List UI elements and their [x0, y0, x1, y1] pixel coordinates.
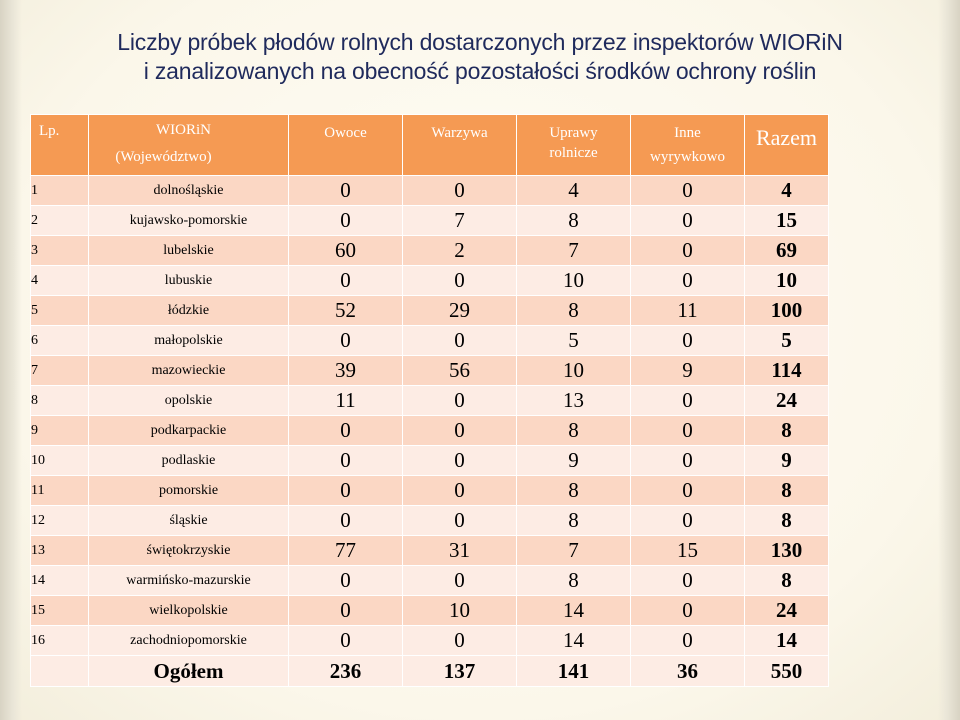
cell-lp: 9: [31, 416, 89, 446]
cell-owoce: 77: [289, 536, 403, 566]
cell-uprawy: 7: [517, 236, 631, 266]
table-row: [31, 206, 829, 236]
cell-owoce: 39: [289, 356, 403, 386]
cell-owoce: 0: [289, 476, 403, 506]
cell-wojewodztwo: kujawsko-pomorskie: [89, 206, 289, 236]
cell-lp: 5: [31, 296, 89, 326]
cell-uprawy: 8: [517, 506, 631, 536]
cell-lp: 13: [31, 536, 89, 566]
table-row: [31, 566, 829, 596]
cell-inne: 0: [631, 506, 745, 536]
table-row: [31, 596, 829, 626]
cell-inne: 15: [631, 536, 745, 566]
slide-title: [60, 28, 900, 86]
cell-owoce: 0: [289, 266, 403, 296]
cell-uprawy: 5: [517, 326, 631, 356]
cell-inne: 11: [631, 296, 745, 326]
cell-owoce: 0: [289, 206, 403, 236]
title-line-2: i zanalizowanych na obecność pozostałości środków ochrony roślin: [143, 58, 817, 84]
header-uprawy-line2: rolnicze: [549, 145, 598, 161]
cell-wojewodztwo: lubuskie: [89, 266, 289, 296]
total-inne: 36: [631, 656, 745, 687]
header-inne: [631, 115, 745, 176]
cell-wojewodztwo: świętokrzyskie: [89, 536, 289, 566]
cell-inne: 0: [631, 266, 745, 296]
cell-wojewodztwo: opolskie: [89, 386, 289, 416]
slide-border-right: [938, 0, 960, 720]
cell-wojewodztwo: dolnośląskie: [89, 176, 289, 206]
total-label: Ogółem: [89, 656, 289, 687]
samples-table: [30, 114, 829, 687]
cell-wojewodztwo: pomorskie: [89, 476, 289, 506]
title-line-1: Liczby próbek płodów rolnych dostarczonych przez inspektorów WIORiN: [117, 29, 843, 55]
cell-owoce: 0: [289, 416, 403, 446]
cell-warzywa: 0: [403, 176, 517, 206]
cell-warzywa: 7: [403, 206, 517, 236]
cell-warzywa: 29: [403, 296, 517, 326]
cell-lp: 3: [31, 236, 89, 266]
header-inne-line2: wyrywkowo: [650, 149, 725, 165]
cell-inne: 0: [631, 236, 745, 266]
header-uprawy-line1: Uprawy: [549, 125, 598, 141]
cell-wojewodztwo: śląskie: [89, 506, 289, 536]
cell-uprawy: 13: [517, 386, 631, 416]
cell-lp: 2: [31, 206, 89, 236]
header-owoce: Owoce: [289, 115, 403, 176]
cell-owoce: 60: [289, 236, 403, 266]
cell-inne: 9: [631, 356, 745, 386]
cell-warzywa: 0: [403, 386, 517, 416]
cell-wojewodztwo: wielkopolskie: [89, 596, 289, 626]
total-uprawy: 141: [517, 656, 631, 687]
table-row: [31, 176, 829, 206]
cell-uprawy: 8: [517, 416, 631, 446]
cell-razem: 8: [745, 416, 829, 446]
table-row: [31, 446, 829, 476]
cell-uprawy: 10: [517, 266, 631, 296]
cell-razem: 8: [745, 476, 829, 506]
cell-inne: 0: [631, 206, 745, 236]
total-razem: 550: [745, 656, 829, 687]
cell-uprawy: 8: [517, 296, 631, 326]
cell-razem: 100: [745, 296, 829, 326]
cell-lp: 4: [31, 266, 89, 296]
cell-owoce: 0: [289, 596, 403, 626]
cell-inne: 0: [631, 476, 745, 506]
cell-inne: 0: [631, 326, 745, 356]
cell-lp: 15: [31, 596, 89, 626]
header-warzywa: Warzywa: [403, 115, 517, 176]
table-row: [31, 626, 829, 656]
cell-wojewodztwo: małopolskie: [89, 326, 289, 356]
cell-uprawy: 8: [517, 476, 631, 506]
header-wojewodztwo-label: (Województwo): [115, 149, 212, 165]
cell-inne: 0: [631, 416, 745, 446]
cell-inne: 0: [631, 566, 745, 596]
header-lp: Lp.: [31, 115, 89, 176]
cell-inne: 0: [631, 386, 745, 416]
cell-wojewodztwo: warmińsko-mazurskie: [89, 566, 289, 596]
cell-uprawy: 7: [517, 536, 631, 566]
cell-uprawy: 14: [517, 626, 631, 656]
cell-razem: 69: [745, 236, 829, 266]
cell-warzywa: 10: [403, 596, 517, 626]
cell-razem: 130: [745, 536, 829, 566]
cell-warzywa: 0: [403, 476, 517, 506]
cell-owoce: 0: [289, 326, 403, 356]
cell-lp: 11: [31, 476, 89, 506]
cell-uprawy: 9: [517, 446, 631, 476]
slide-border-left: [0, 0, 22, 720]
table-row: [31, 536, 829, 566]
cell-razem: 9: [745, 446, 829, 476]
cell-wojewodztwo: podkarpackie: [89, 416, 289, 446]
cell-lp: 12: [31, 506, 89, 536]
cell-inne: 0: [631, 596, 745, 626]
cell-lp: 10: [31, 446, 89, 476]
cell-inne: 0: [631, 446, 745, 476]
header-uprawy: [517, 115, 631, 176]
cell-wojewodztwo: łódzkie: [89, 296, 289, 326]
cell-warzywa: 2: [403, 236, 517, 266]
cell-uprawy: 4: [517, 176, 631, 206]
cell-inne: 0: [631, 176, 745, 206]
cell-lp: 1: [31, 176, 89, 206]
table-row: [31, 416, 829, 446]
cell-warzywa: 0: [403, 326, 517, 356]
cell-razem: 24: [745, 596, 829, 626]
cell-razem: 15: [745, 206, 829, 236]
cell-razem: 8: [745, 506, 829, 536]
table-row: [31, 236, 829, 266]
cell-lp: 7: [31, 356, 89, 386]
cell-owoce: 0: [289, 626, 403, 656]
header-wiorin: [89, 115, 289, 176]
cell-lp: 14: [31, 566, 89, 596]
table-row: [31, 296, 829, 326]
cell-owoce: 0: [289, 176, 403, 206]
table-row: [31, 476, 829, 506]
cell-warzywa: 0: [403, 626, 517, 656]
header-inne-line1: Inne: [674, 125, 701, 141]
cell-owoce: 0: [289, 566, 403, 596]
cell-wojewodztwo: zachodniopomorskie: [89, 626, 289, 656]
cell-razem: 14: [745, 626, 829, 656]
cell-uprawy: 8: [517, 566, 631, 596]
total-row-blank: [31, 656, 89, 687]
cell-wojewodztwo: lubelskie: [89, 236, 289, 266]
cell-wojewodztwo: podlaskie: [89, 446, 289, 476]
table-body: [31, 176, 829, 687]
cell-lp: 8: [31, 386, 89, 416]
header-wiorin-label: WIORiN: [156, 122, 211, 138]
cell-razem: 4: [745, 176, 829, 206]
table-row: [31, 386, 829, 416]
cell-wojewodztwo: mazowieckie: [89, 356, 289, 386]
cell-lp: 16: [31, 626, 89, 656]
cell-warzywa: 31: [403, 536, 517, 566]
cell-owoce: 0: [289, 446, 403, 476]
cell-warzywa: 0: [403, 266, 517, 296]
cell-warzywa: 56: [403, 356, 517, 386]
cell-razem: 10: [745, 266, 829, 296]
cell-razem: 8: [745, 566, 829, 596]
cell-razem: 114: [745, 356, 829, 386]
table-header: [31, 115, 829, 176]
header-razem: Razem: [745, 115, 829, 176]
cell-warzywa: 0: [403, 416, 517, 446]
table-row: [31, 356, 829, 386]
table-row: [31, 506, 829, 536]
cell-lp: 6: [31, 326, 89, 356]
cell-warzywa: 0: [403, 446, 517, 476]
cell-warzywa: 0: [403, 506, 517, 536]
total-warzywa: 137: [403, 656, 517, 687]
table-row: [31, 326, 829, 356]
cell-warzywa: 0: [403, 566, 517, 596]
cell-uprawy: 8: [517, 206, 631, 236]
cell-owoce: 11: [289, 386, 403, 416]
cell-owoce: 0: [289, 506, 403, 536]
total-owoce: 236: [289, 656, 403, 687]
table-row: [31, 266, 829, 296]
cell-razem: 24: [745, 386, 829, 416]
total-row: [31, 656, 829, 687]
cell-razem: 5: [745, 326, 829, 356]
cell-inne: 0: [631, 626, 745, 656]
cell-owoce: 52: [289, 296, 403, 326]
cell-uprawy: 10: [517, 356, 631, 386]
cell-uprawy: 14: [517, 596, 631, 626]
